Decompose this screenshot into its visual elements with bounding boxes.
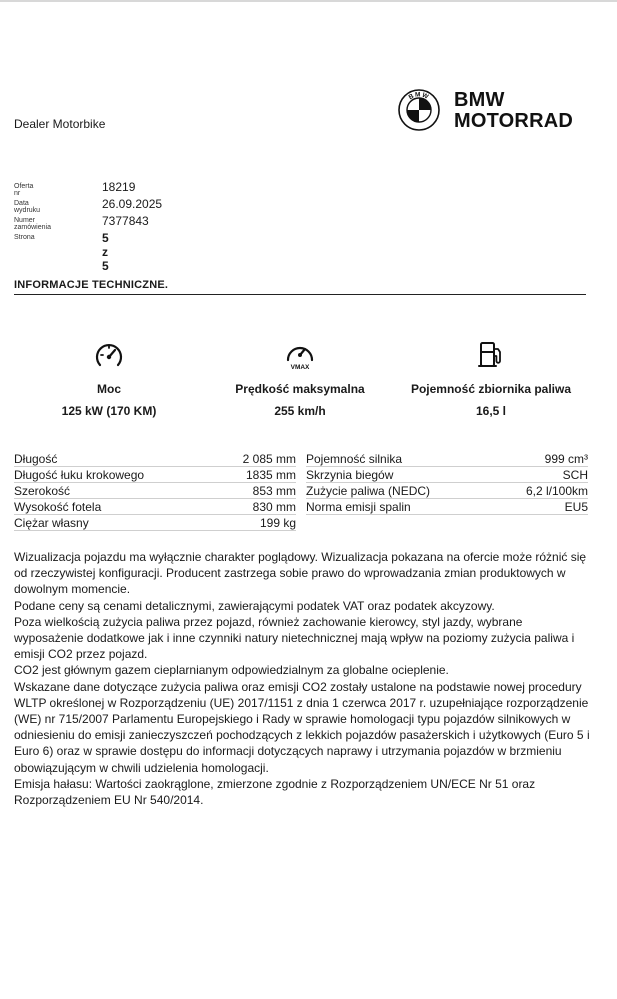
spec-value: 1835 mm [245,468,296,482]
spec-row [306,467,588,483]
spec-value: 830 mm [252,500,296,514]
spec-row [14,451,296,467]
note-paragraph: Podane ceny są cenami detalicznymi, zawierającymi podatek VAT oraz podatek akcyzowy. [14,598,495,613]
spec-row [14,483,296,499]
highlight-title: Pojemność zbiornika paliwa [410,382,572,396]
meta-value: 5 z 5 [102,231,109,273]
highlight-value: 125 kW (170 KM) [61,404,157,418]
meta-value: 18219 [102,180,136,194]
brand-line-2: MOTORRAD [454,110,574,132]
highlight-fuel-tank [396,338,586,418]
note-paragraph: Wskazane dane dotyczące zużycia paliwa oraz emisji CO2 zostały ustalone na podstawie nowej procedury WLTP określonej w Rozporządzeniu (UE) 2017/1151 z dnia 1 czerwca 2017 r. uzupełniające rozporządzenie (WE) nr 715/2007 Parlamentu Europejskiego i Rady w sprawie homologacji typu pojazdów silnikowych w odniesieniu do emisji zanieczyszczeń pochodzących z lekkich pojazdów pasażerskich i użytkowych (Euro 5 i Euro 6) oraz w sprawie dostępu do informacji dotyczących naprawy i utrzymania pojazdów w brzmieniu obowiązującym w chwili udzielenia homologacji. [14,679,590,775]
fuel-pump-icon [474,338,508,372]
spec-value: 6,2 l/100km [525,484,588,498]
note-paragraph: Emisja hałasu: Wartości zaokrąglone, zmierzone zgodnie z Rozporządzeniem UN/ECE Nr 51 oraz Rozporządzeniem EU Nr 540/2014. [14,776,536,808]
spec-label: Norma emisji spalin [306,500,411,514]
spec-row [306,451,588,467]
section-title: INFORMACJE TECHNICZNE. [14,279,169,291]
spec-row [14,467,296,483]
spec-row [14,515,296,531]
spec-label: Skrzynia biegów [306,468,394,482]
note-paragraph: Wizualizacja pojazdu ma wyłącznie charakter poglądowy. Wizualizacja pokazana na ofercie może różnić się od rzeczywistej konfiguracji. Producent zastrzega sobie prawo do wprowadzania zmian produktowych w dowolnym momencie. [14,550,587,597]
spec-row [306,483,588,499]
row-divider [14,530,296,531]
row-divider [306,514,588,515]
dealer-name: Dealer Motorbike [14,117,106,131]
speedometer-icon [92,338,126,372]
roundel-text: BMW [407,91,431,102]
vmax-gauge-icon [283,338,317,372]
brand-line-1: BMW [454,89,505,111]
meta-value: 26.09.2025 [102,197,163,211]
legal-notes [14,549,594,808]
spec-label: Ciężar własny [14,516,89,530]
bmw-motorrad-logo [398,89,598,135]
spec-label: Zużycie paliwa (NEDC) [306,484,431,498]
vmax-label: VMAX [290,364,310,371]
highlight-top-speed [205,338,395,418]
highlight-value: 255 km/h [274,404,326,418]
highlight-power [14,338,204,418]
spec-label: Wysokość fotela [14,500,102,514]
spec-label: Długość [14,452,58,466]
spec-column-left [14,451,296,531]
spec-value: EU5 [564,500,588,514]
spec-value: SCH [562,468,588,482]
section-divider [14,294,586,295]
meta-value: 7377843 [102,214,149,228]
brand-wordmark [454,90,573,132]
spec-value: 999 cm³ [544,452,588,466]
spec-value: 2 085 mm [242,452,296,466]
meta-label: Oferta nr [14,183,34,197]
highlight-title: Moc [97,382,121,396]
technical-highlights [14,338,586,428]
meta-label: Data wydruku [14,200,41,214]
spec-row [14,499,296,515]
highlight-title: Prędkość maksymalna [235,382,365,396]
spec-value: 853 mm [252,484,296,498]
note-paragraph: CO2 jest głównym gazem cieplarnianym odpowiedzialnym za globalne ocieplenie. [14,663,449,678]
bmw-roundel-icon [398,89,440,131]
spec-value: 199 kg [259,516,296,530]
spec-label: Długość łuku krokowego [14,468,145,482]
meta-label: Strona [14,234,35,241]
spec-label: Szerokość [14,484,71,498]
spec-row [306,499,588,515]
meta-label: Numer zamówienia [14,217,51,231]
note-paragraph: Poza wielkością zużycia paliwa przez pojazd, również zachowanie kierowcy, styl jazdy, wybrane wyposażenie dodatkowe jak i inne czynniki natury nietechnicznej mają wpływ na poziomy zużycia paliwa i emisji CO2 przez pojazd. [14,614,575,662]
highlight-value: 16,5 l [475,404,507,418]
top-border [0,0,617,2]
spec-label: Pojemność silnika [306,452,403,466]
spec-column-right [306,451,588,515]
